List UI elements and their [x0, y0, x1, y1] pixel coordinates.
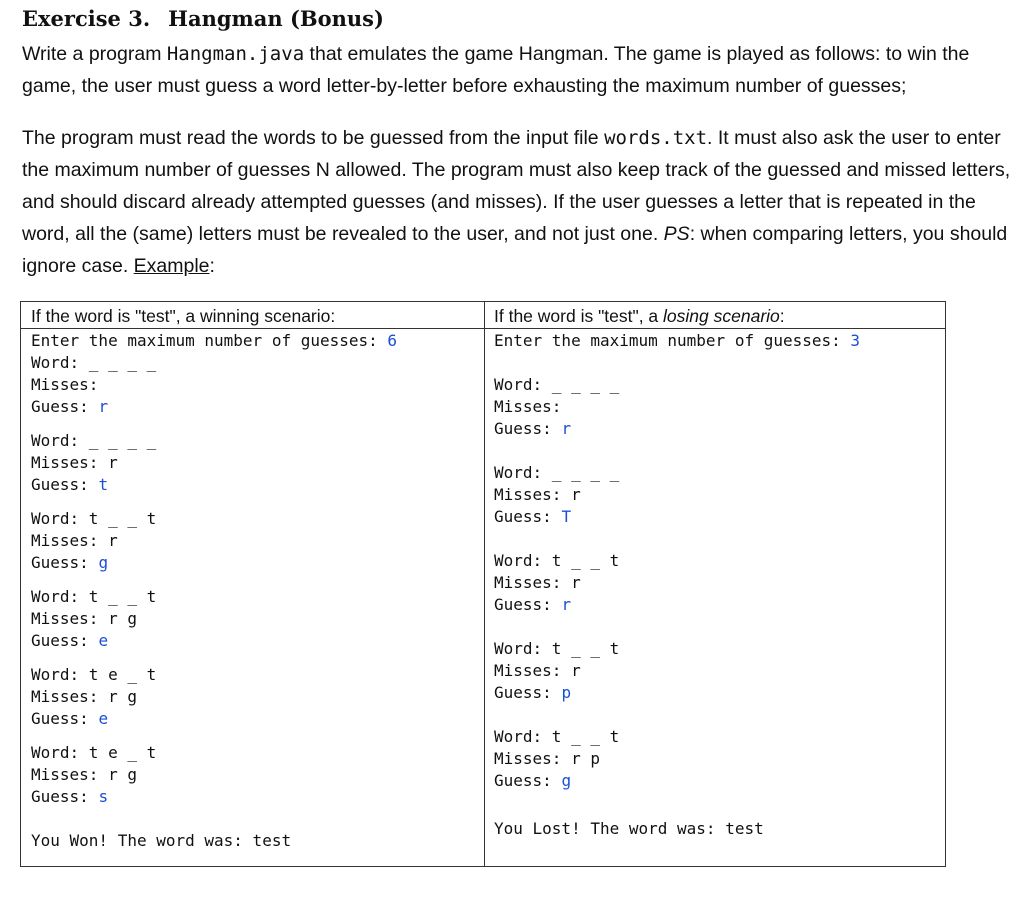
winning-console-line: [31, 352, 156, 374]
column-divider: [484, 302, 485, 866]
console-output-text: Guess:: [31, 709, 99, 728]
console-output-text: Misses: r g: [31, 687, 137, 706]
winning-console-line: [31, 630, 108, 652]
console-output-text: Misses: r: [494, 573, 581, 592]
user-input-value: g: [98, 553, 109, 572]
console-output-text: Word: _ _ _ _: [494, 463, 620, 482]
user-input-value: T: [561, 507, 572, 526]
user-input-value: g: [561, 771, 572, 790]
user-input-value: s: [98, 787, 109, 806]
losing-console-line: [494, 418, 571, 440]
console-output-text: Word: _ _ _ _: [31, 353, 157, 372]
user-input-value: r: [561, 419, 572, 438]
console-output-text: Word: t e _ t: [31, 743, 157, 762]
losing-console-line: [494, 682, 571, 704]
winning-console-line: [31, 530, 118, 552]
intro-text-1: Write a program: [22, 43, 167, 65]
console-output-text: You Won! The word was: test: [31, 831, 292, 850]
console-output-text: Guess:: [31, 475, 99, 494]
losing-header: If the word is "test", a losing scenario:: [494, 306, 785, 326]
requirements-paragraph: [22, 122, 1018, 282]
winning-console-line: [31, 374, 98, 396]
losing-console-line: [494, 726, 619, 748]
winning-console-line: [31, 608, 137, 630]
input-filename: words.txt: [604, 127, 708, 149]
winning-console-line: [31, 474, 108, 496]
program-filename: Hangman.java: [166, 43, 305, 65]
console-output-text: You Lost! The word was: test: [494, 819, 764, 838]
user-input-value: t: [98, 475, 109, 494]
winning-console-line: [31, 664, 156, 686]
intro-paragraph: [22, 38, 1018, 102]
winning-console-line: [31, 764, 137, 786]
losing-console-line: [494, 638, 619, 660]
console-output-text: Misses:: [31, 375, 99, 394]
winning-console-line: [31, 586, 156, 608]
header-divider: [21, 328, 945, 329]
console-output-text: Word: t _ _ t: [494, 551, 620, 570]
losing-console-line: [494, 506, 571, 528]
user-input-value: e: [98, 709, 109, 728]
console-output-text: Guess:: [31, 397, 99, 416]
console-output-text: Misses: r p: [494, 749, 600, 768]
console-output-text: Word: t _ _ t: [31, 587, 157, 606]
console-output-text: Enter the maximum number of guesses:: [31, 331, 388, 350]
console-output-text: Word: t _ _ t: [31, 509, 157, 528]
ps-label: PS: [663, 223, 690, 245]
console-output-text: Guess:: [31, 553, 99, 572]
winning-console-line: [31, 452, 118, 474]
winning-header: If the word is "test", a winning scenario:: [31, 306, 336, 326]
console-output-text: Guess:: [494, 507, 562, 526]
console-output-text: Word: t _ _ t: [494, 727, 620, 746]
winning-console-line: [31, 786, 108, 808]
console-output-text: Guess:: [494, 683, 562, 702]
losing-console-line: [494, 462, 619, 484]
losing-console-line: [494, 572, 581, 594]
winning-console-line: [31, 686, 137, 708]
console-output-text: Misses: r: [31, 453, 118, 472]
winning-console-line: [31, 508, 156, 530]
console-output-text: Misses: r: [31, 531, 118, 550]
user-input-value: r: [98, 397, 109, 416]
console-output-text: Misses: r g: [31, 609, 137, 628]
user-input-value: 3: [850, 331, 861, 350]
console-output-text: Word: t _ _ t: [494, 639, 620, 658]
console-output-text: Word: t e _ t: [31, 665, 157, 684]
console-output-text: Misses:: [494, 397, 562, 416]
winning-console-line: [31, 330, 397, 352]
console-output-text: Word: _ _ _ _: [31, 431, 157, 450]
losing-console-line: [494, 396, 561, 418]
losing-console-line: [494, 594, 571, 616]
exercise-number: Exercise 3.: [22, 6, 151, 31]
console-output-text: Guess:: [494, 419, 562, 438]
losing-console-line: [494, 330, 860, 352]
console-output-text: Guess:: [494, 595, 562, 614]
console-output-text: Word: _ _ _ _: [494, 375, 620, 394]
console-output-text: Misses: r g: [31, 765, 137, 784]
intro-text-2: that emulates the game Hangman. The game is played as follows: to win the game, the user must guess a word letter-by-letter before exhausting the maximum number of guesses;: [22, 43, 970, 97]
winning-console-line: [31, 552, 108, 574]
req-text-3: : when comparing letters, you should ignore case.: [22, 223, 1008, 277]
losing-console-line: [494, 770, 571, 792]
winning-console-line: [31, 708, 108, 730]
losing-console-line: [494, 550, 619, 572]
console-output-text: Misses: r: [494, 661, 581, 680]
example-link: Example: [133, 255, 210, 277]
user-input-value: p: [561, 683, 572, 702]
req-text-1: The program must read the words to be guessed from the input file: [22, 127, 605, 149]
console-output-text: Enter the maximum number of guesses:: [494, 331, 851, 350]
losing-console-line: [494, 660, 581, 682]
console-output-text: Guess:: [31, 787, 99, 806]
user-input-value: r: [561, 595, 572, 614]
console-output-text: Guess:: [494, 771, 562, 790]
winning-console-line: [31, 396, 108, 418]
winning-console-line: [31, 830, 291, 852]
losing-console-line: [494, 748, 600, 770]
exercise-heading: [22, 6, 384, 31]
req-text-2: . It must also ask the user to enter the maximum number of guesses N allowed. The program must also keep track of the guessed and missed letters, and should discard already attempted guesses (and misses). If the user guesses a letter that is repeated in the word, all the (same) letters must be revealed to the user, and not just one.: [22, 127, 1011, 245]
exercise-title: Hangman (Bonus): [168, 6, 384, 31]
losing-console-line: [494, 374, 619, 396]
losing-console-line: [494, 818, 764, 840]
scenario-table: [20, 301, 946, 867]
user-input-value: 6: [387, 331, 398, 350]
losing-console-line: [494, 484, 581, 506]
req-colon: :: [209, 255, 215, 277]
console-output-text: Guess:: [31, 631, 99, 650]
console-output-text: Misses: r: [494, 485, 581, 504]
user-input-value: e: [98, 631, 109, 650]
winning-console-line: [31, 430, 156, 452]
winning-console-line: [31, 742, 156, 764]
